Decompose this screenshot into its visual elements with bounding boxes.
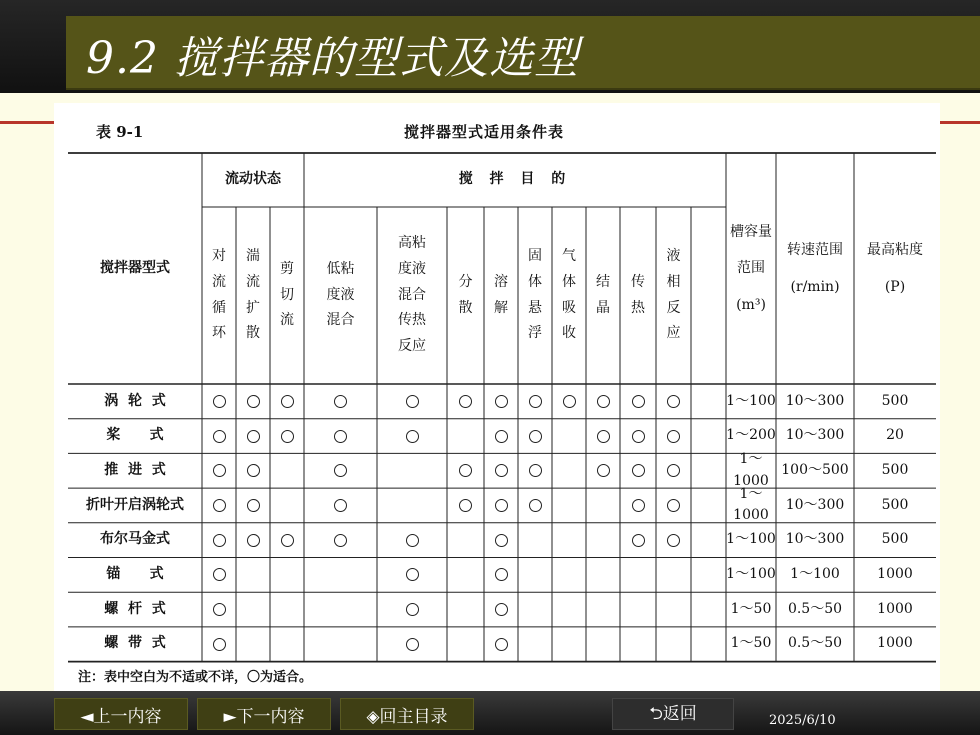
header-text: 体 xyxy=(528,273,542,290)
header-text: 范围 xyxy=(737,260,765,277)
row-volume: 1～1000 xyxy=(733,485,769,524)
suitable-mark xyxy=(459,464,472,477)
suitable-mark xyxy=(632,395,645,408)
suitable-mark xyxy=(632,499,645,512)
mark-cell xyxy=(236,384,270,419)
table-caption: 搅拌器型式适用条件表 xyxy=(404,123,565,141)
mark-cell xyxy=(447,384,484,419)
header-subcolumn xyxy=(377,207,447,384)
suitable-mark xyxy=(247,534,260,547)
row-speed: 100～500 xyxy=(781,461,849,478)
mark-cell xyxy=(304,488,377,523)
suitable-mark xyxy=(406,534,419,547)
header-text: 传热 xyxy=(398,312,426,329)
mark-cell xyxy=(586,419,620,454)
row-name: 布尔马金式 xyxy=(100,531,170,548)
header-subcolumn xyxy=(202,207,236,384)
header-subcolumn xyxy=(236,207,270,384)
header-text: 散 xyxy=(246,325,260,342)
header-text: 体 xyxy=(562,273,576,290)
row-speed: 10～300 xyxy=(785,427,845,444)
suitable-mark xyxy=(632,534,645,547)
mark-cell xyxy=(620,384,656,419)
suitable-mark xyxy=(597,430,610,443)
suitable-mark xyxy=(406,603,419,616)
header-text: 环 xyxy=(212,325,226,342)
header-text: 悬 xyxy=(528,299,542,316)
suitable-mark xyxy=(667,395,680,408)
mark-cell xyxy=(202,488,236,523)
suitable-mark xyxy=(459,395,472,408)
suitable-mark xyxy=(334,395,347,408)
mark-cell xyxy=(518,419,552,454)
row-name: 螺 带 式 xyxy=(104,635,166,652)
suitable-mark xyxy=(667,499,680,512)
table-panel xyxy=(54,103,940,691)
header-text: 转速范围 xyxy=(787,242,843,259)
header-text: 固 xyxy=(528,247,542,264)
suitable-mark xyxy=(213,464,226,477)
suitable-mark xyxy=(334,534,347,547)
mark-cell xyxy=(552,384,586,419)
header-text: 低粘 xyxy=(326,260,355,277)
mark-cell xyxy=(620,419,656,454)
row-name: 螺 杆 式 xyxy=(104,600,166,617)
row-viscosity: 500 xyxy=(881,461,909,478)
header-text: 最高粘度 xyxy=(867,242,923,259)
header-text: 气 xyxy=(562,247,576,264)
slide-title: 9.2 搅拌器的型式及选型 xyxy=(86,33,579,84)
mark-cell xyxy=(377,627,447,662)
row-speed: 10～300 xyxy=(785,496,845,513)
mark-cell xyxy=(202,558,236,593)
suitable-mark xyxy=(563,395,576,408)
table-note: 注：表中空白为不适或不详，〇为适合。 xyxy=(78,670,313,685)
mark-cell xyxy=(484,592,518,627)
suitable-mark xyxy=(529,430,542,443)
suitable-mark xyxy=(597,464,610,477)
suitable-mark xyxy=(213,430,226,443)
header-text: 度液 xyxy=(398,260,426,277)
row-viscosity: 500 xyxy=(881,531,909,548)
mark-cell xyxy=(377,592,447,627)
back-button[interactable]: ⮌返回 xyxy=(612,698,734,730)
suitable-mark xyxy=(597,395,610,408)
mark-cell xyxy=(236,523,270,558)
header-text: 分 xyxy=(458,273,473,290)
header-text: 相 xyxy=(666,273,681,290)
mark-cell xyxy=(270,523,304,558)
table-number: 表 9-1 xyxy=(96,123,144,141)
row-volume: 1～50 xyxy=(730,635,772,652)
header-text: 槽容量 xyxy=(730,223,772,240)
header-text: 流 xyxy=(212,273,226,290)
suitable-mark xyxy=(247,499,260,512)
header-text: (r/min) xyxy=(790,278,840,295)
header-text: 混合 xyxy=(398,286,426,303)
mark-cell xyxy=(377,384,447,419)
header-subcolumn xyxy=(620,207,656,384)
suitable-mark xyxy=(495,499,508,512)
row-volume: 1～200 xyxy=(726,427,776,444)
mark-cell xyxy=(620,523,656,558)
mark-cell xyxy=(484,453,518,488)
header-text: (P) xyxy=(884,278,906,295)
mark-cell xyxy=(270,419,304,454)
header-viscosity xyxy=(854,153,936,384)
row-name: 推 进 式 xyxy=(104,461,166,478)
suitable-mark xyxy=(281,395,294,408)
suitable-mark xyxy=(281,430,294,443)
row-viscosity: 1000 xyxy=(877,635,913,652)
header-purpose: 搅 拌 目 的 xyxy=(458,171,572,188)
suitable-mark xyxy=(667,464,680,477)
next-button[interactable]: ►下一内容 xyxy=(197,698,331,730)
mark-cell xyxy=(656,488,691,523)
mark-cell xyxy=(656,523,691,558)
mark-cell xyxy=(484,523,518,558)
suitable-mark xyxy=(406,568,419,581)
header-text: 流 xyxy=(246,273,260,290)
mark-cell xyxy=(620,488,656,523)
suitable-mark xyxy=(495,464,508,477)
header-volume xyxy=(726,153,776,384)
mark-cell xyxy=(484,419,518,454)
header-type: 搅拌器型式 xyxy=(100,259,170,276)
mark-cell xyxy=(236,488,270,523)
header-text: 传 xyxy=(631,273,645,290)
row-volume: 1～100 xyxy=(726,566,776,582)
title-box xyxy=(66,16,980,90)
mark-cell xyxy=(377,419,447,454)
header-text: 解 xyxy=(494,299,508,316)
suitable-mark xyxy=(667,534,680,547)
header-text: 反 xyxy=(666,299,681,316)
suitable-mark xyxy=(213,603,226,616)
suitable-mark xyxy=(495,603,508,616)
header-text: 高粘 xyxy=(398,234,426,251)
header-subcolumn xyxy=(552,207,586,384)
mark-cell xyxy=(202,384,236,419)
mark-cell xyxy=(202,592,236,627)
row-speed: 10～300 xyxy=(785,531,845,548)
mark-cell xyxy=(656,419,691,454)
header-text: 切 xyxy=(280,286,294,303)
suitable-mark xyxy=(529,499,542,512)
mark-cell xyxy=(202,627,236,662)
mark-cell xyxy=(518,384,552,419)
header-subcolumn xyxy=(518,207,552,384)
suitable-mark xyxy=(529,395,542,408)
mark-cell xyxy=(484,384,518,419)
header-text: 溶 xyxy=(494,273,508,290)
mark-cell xyxy=(236,453,270,488)
row-name: 桨 式 xyxy=(106,427,164,444)
header-speed xyxy=(776,153,854,384)
row-volume: 1～50 xyxy=(730,600,772,617)
header-text: 湍 xyxy=(246,247,260,264)
mark-cell xyxy=(304,523,377,558)
header-subcolumn xyxy=(586,207,620,384)
suitable-mark xyxy=(495,638,508,651)
row-speed: 1～100 xyxy=(790,566,840,582)
date: 2025/6/10 xyxy=(769,713,836,728)
suitable-mark xyxy=(459,499,472,512)
mark-cell xyxy=(620,453,656,488)
row-speed: 0.5～50 xyxy=(787,600,843,617)
header-text: 循 xyxy=(212,299,226,316)
mark-cell xyxy=(656,384,691,419)
suitable-mark xyxy=(334,464,347,477)
suitable-mark xyxy=(667,430,680,443)
header-text: 混合 xyxy=(326,312,355,329)
mark-cell xyxy=(586,384,620,419)
suitable-mark xyxy=(632,430,645,443)
mark-cell xyxy=(202,523,236,558)
mark-cell xyxy=(304,419,377,454)
header-text: 液 xyxy=(666,247,681,264)
accent-rule-right xyxy=(940,121,980,124)
header-text: 剪 xyxy=(280,260,294,277)
mark-cell xyxy=(484,627,518,662)
suitable-mark xyxy=(247,464,260,477)
header-text: 吸 xyxy=(562,299,576,316)
row-speed: 10～300 xyxy=(785,392,845,409)
suitable-mark xyxy=(334,499,347,512)
home-button[interactable]: ◈回主目录 xyxy=(340,698,474,730)
header-text: 应 xyxy=(666,325,681,342)
row-viscosity: 20 xyxy=(886,427,904,444)
suitable-mark xyxy=(247,430,260,443)
suitable-mark xyxy=(495,568,508,581)
mark-cell xyxy=(484,488,518,523)
header-subcolumn xyxy=(484,207,518,384)
suitable-mark xyxy=(213,568,226,581)
header-text: 收 xyxy=(562,325,576,342)
row-viscosity: 1000 xyxy=(877,566,913,582)
row-name: 涡 轮 式 xyxy=(104,392,166,409)
suitable-mark xyxy=(495,430,508,443)
suitable-mark xyxy=(334,430,347,443)
mark-cell xyxy=(586,453,620,488)
suitable-mark xyxy=(632,464,645,477)
row-name: 锚 式 xyxy=(106,566,164,582)
suitable-mark xyxy=(529,464,542,477)
row-viscosity: 500 xyxy=(881,496,909,513)
mark-cell xyxy=(447,453,484,488)
mark-cell xyxy=(518,488,552,523)
prev-button[interactable]: ◄上一内容 xyxy=(54,698,188,730)
row-volume: 1～1000 xyxy=(733,451,769,489)
mark-cell xyxy=(236,419,270,454)
header-subcolumn xyxy=(270,207,304,384)
suitable-mark xyxy=(406,638,419,651)
header-text: 结 xyxy=(596,273,610,290)
mark-cell xyxy=(304,453,377,488)
mark-cell xyxy=(484,558,518,593)
row-name: 折叶开启涡轮式 xyxy=(86,496,184,513)
row-speed: 0.5～50 xyxy=(787,635,843,652)
mark-cell xyxy=(377,558,447,593)
header-subcolumn xyxy=(656,207,691,384)
header-text: 扩 xyxy=(246,299,260,316)
accent-rule-left xyxy=(0,121,54,124)
header-text: 浮 xyxy=(528,325,542,342)
suitable-mark xyxy=(495,534,508,547)
header-flow-state: 流动状态 xyxy=(225,171,281,188)
row-volume: 1～100 xyxy=(726,392,776,409)
suitable-mark xyxy=(495,395,508,408)
mark-cell xyxy=(202,419,236,454)
mark-cell xyxy=(202,453,236,488)
header-text: 热 xyxy=(631,299,645,316)
mark-cell xyxy=(270,384,304,419)
row-viscosity: 500 xyxy=(881,392,909,409)
mark-cell xyxy=(447,488,484,523)
mark-cell xyxy=(377,523,447,558)
header-text: 度液 xyxy=(326,286,355,303)
header-text: 反应 xyxy=(398,338,426,355)
header-subcolumn xyxy=(447,207,484,384)
header-subcolumn xyxy=(304,207,377,384)
mark-cell xyxy=(518,453,552,488)
row-volume: 1～100 xyxy=(726,531,776,548)
mark-cell xyxy=(656,453,691,488)
suitable-mark xyxy=(213,638,226,651)
suitable-mark xyxy=(281,534,294,547)
header-text: 散 xyxy=(458,299,473,316)
header-text: 晶 xyxy=(596,299,610,316)
suitable-mark xyxy=(213,499,226,512)
header-text: 流 xyxy=(280,312,294,329)
suitable-mark xyxy=(247,395,260,408)
mark-cell xyxy=(304,384,377,419)
row-viscosity: 1000 xyxy=(877,600,913,617)
suitable-mark xyxy=(406,430,419,443)
suitable-mark xyxy=(213,395,226,408)
suitable-mark xyxy=(406,395,419,408)
header-text: 对 xyxy=(212,247,226,264)
suitable-mark xyxy=(213,534,226,547)
header-text: (m³) xyxy=(736,296,766,313)
